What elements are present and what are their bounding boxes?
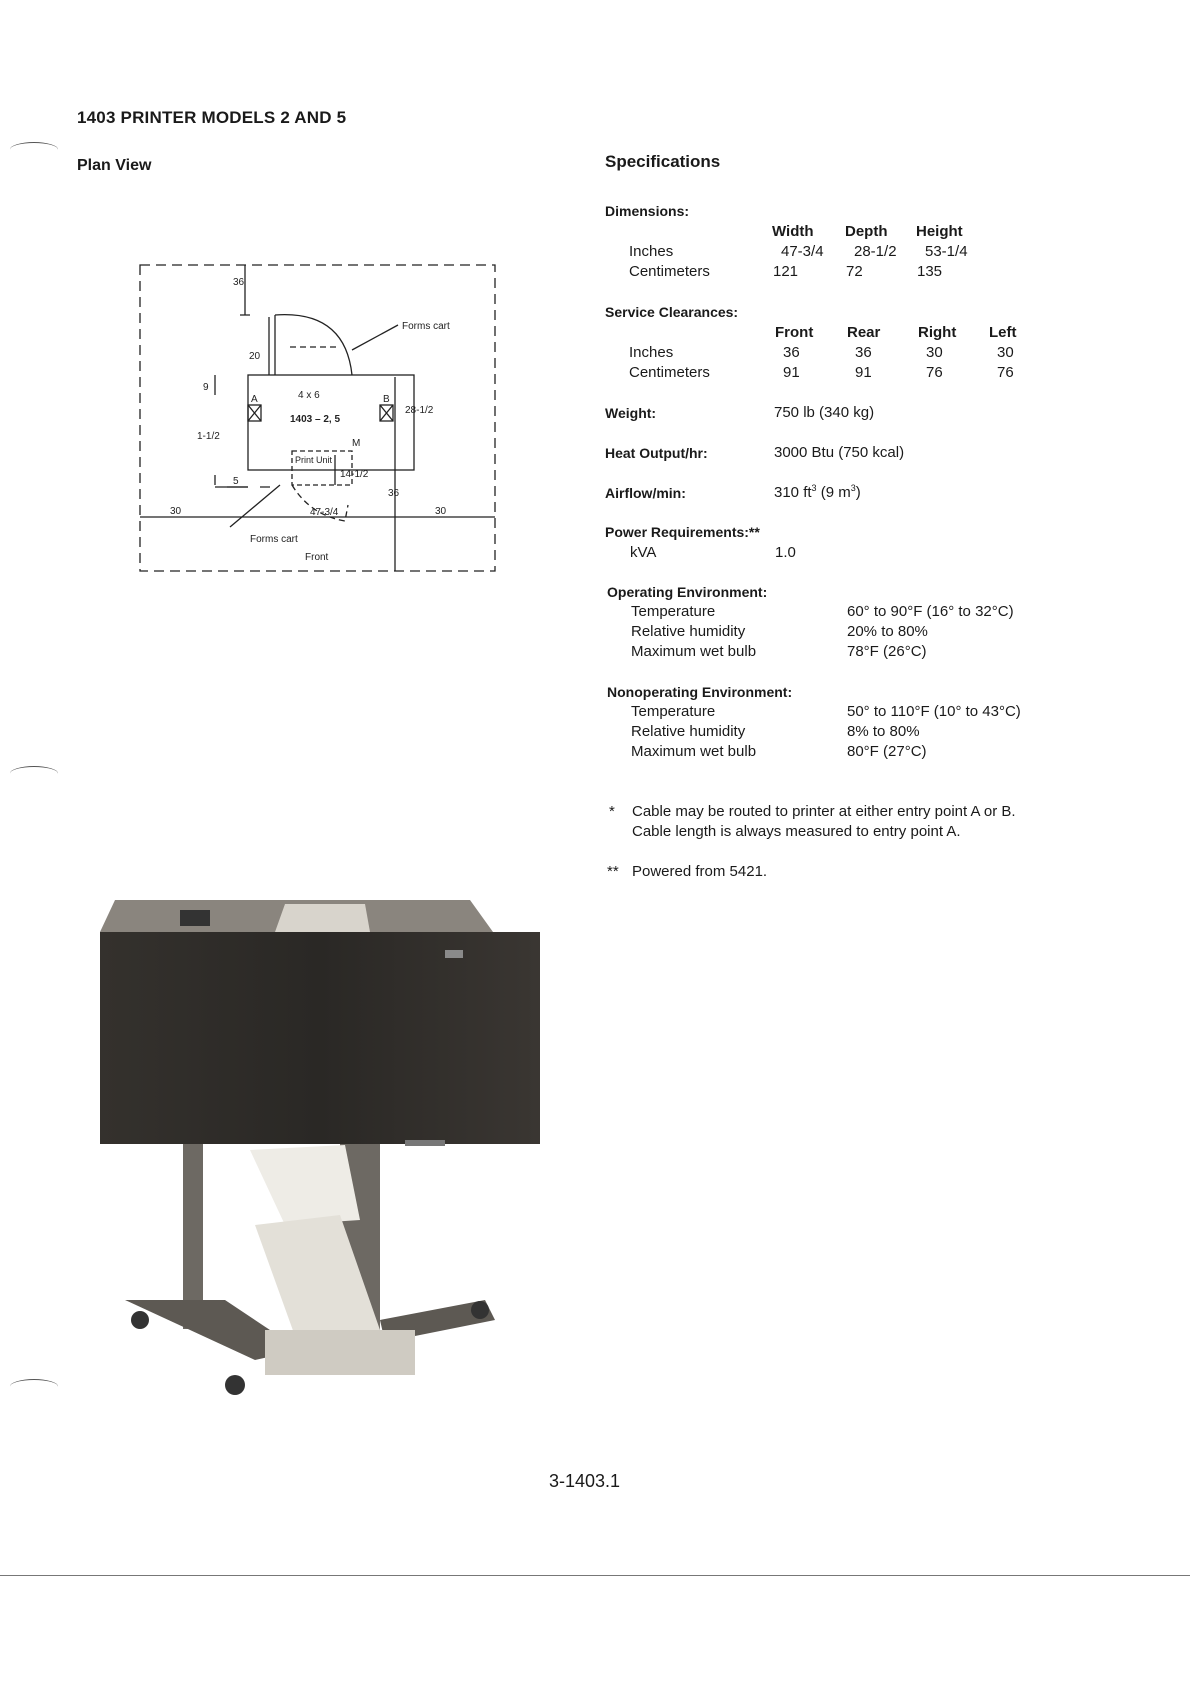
clearances-value: 91 bbox=[855, 364, 872, 381]
clearances-value: 36 bbox=[783, 344, 800, 361]
dim-label-30-right: 30 bbox=[435, 506, 447, 517]
clearances-value: 36 bbox=[855, 344, 872, 361]
dimensions-header-depth: Depth bbox=[845, 223, 888, 240]
heat-label: Heat Output/hr: bbox=[605, 445, 708, 461]
forms-cart-top-label: Forms cart bbox=[402, 321, 450, 332]
dim-label-36-right: 36 bbox=[388, 488, 400, 499]
entry-point-b-label: B bbox=[383, 394, 390, 405]
clearances-value: 76 bbox=[926, 364, 943, 381]
nonoperating-row-value: 8% to 80% bbox=[847, 723, 920, 740]
clearances-row-label: Centimeters bbox=[629, 364, 710, 381]
clearances-value: 91 bbox=[783, 364, 800, 381]
operating-row-value: 60° to 90°F (16° to 32°C) bbox=[847, 603, 1014, 620]
dimensions-value: 121 bbox=[773, 263, 799, 280]
clearances-header-front: Front bbox=[775, 324, 814, 341]
dim-label-9: 9 bbox=[203, 382, 209, 393]
dim-label-1-1-2: 1-1/2 bbox=[197, 431, 220, 442]
dimensions-value: 28-1/2 bbox=[854, 243, 897, 260]
clearances-header-rear: Rear bbox=[847, 324, 881, 341]
nonoperating-row-value: 50° to 110°F (10° to 43°C) bbox=[847, 703, 1021, 720]
dim-label-36-top: 36 bbox=[233, 277, 245, 288]
page-number: 3-1403.1 bbox=[549, 1471, 621, 1491]
kva-value: 1.0 bbox=[775, 544, 796, 561]
dimensions-row-label: Centimeters bbox=[629, 263, 710, 280]
weight-value: 750 lb (340 kg) bbox=[774, 404, 875, 421]
clearances-label: Service Clearances: bbox=[605, 304, 739, 320]
clearances-row-label: Inches bbox=[629, 344, 674, 361]
dim-label-5: 5 bbox=[233, 476, 239, 487]
forms-cart-rear-curve bbox=[275, 315, 352, 375]
weight-label: Weight: bbox=[605, 405, 657, 421]
forms-cart-leader bbox=[230, 485, 280, 527]
plan-view-heading: Plan View bbox=[77, 157, 152, 174]
operating-row-label: Temperature bbox=[631, 603, 716, 620]
document-title: 1403 PRINTER MODELS 2 AND 5 bbox=[77, 108, 347, 127]
entry-point-m-label: M bbox=[352, 438, 361, 449]
plan-view-diagram bbox=[130, 255, 510, 585]
heat-value: 3000 Btu (750 kcal) bbox=[774, 444, 905, 461]
dim-line-1-1-2 bbox=[215, 475, 248, 487]
dim-label-47-3-4: 47-3/4 bbox=[310, 507, 339, 518]
operating-row-label: Maximum wet bulb bbox=[631, 643, 757, 660]
clearances-header-right: Right bbox=[918, 324, 957, 341]
punch-hole-mark bbox=[10, 142, 58, 157]
model-label: 1403 – 2, 5 bbox=[290, 414, 341, 425]
front-label: Front bbox=[305, 552, 329, 563]
airflow-label: Airflow/min: bbox=[605, 485, 686, 501]
dimensions-header-height: Height bbox=[916, 223, 963, 240]
footnote-1-line-2: Cable length is always measured to entry point A. bbox=[632, 823, 961, 840]
nonoperating-row-label: Temperature bbox=[631, 703, 716, 720]
kva-label: kVA bbox=[630, 544, 657, 561]
dim-label-20: 20 bbox=[249, 351, 261, 362]
dim-label-28-1-2: 28-1/2 bbox=[405, 405, 434, 416]
dim-line-36 bbox=[240, 265, 250, 315]
forms-cart-bottom-label: Forms cart bbox=[250, 534, 298, 545]
entry-point-a-label: A bbox=[251, 394, 258, 405]
print-unit-label: Print Unit bbox=[295, 455, 333, 465]
footnote-2-mark: ** bbox=[607, 863, 619, 880]
nonoperating-label: Nonoperating Environment: bbox=[607, 684, 793, 700]
operating-row-value: 20% to 80% bbox=[847, 623, 928, 640]
dimensions-value: 72 bbox=[846, 263, 863, 280]
clearances-header-left: Left bbox=[989, 324, 1017, 341]
bottom-rule bbox=[0, 1575, 1190, 1576]
dim-label-30-left: 30 bbox=[170, 506, 182, 517]
nonoperating-row-label: Maximum wet bulb bbox=[631, 743, 757, 760]
airflow-value: 310 $ft^3$ (9 $m^3$) bbox=[774, 483, 861, 501]
dimensions-header-width: Width bbox=[772, 223, 814, 240]
punch-hole-mark bbox=[10, 1379, 58, 1394]
nonoperating-row-value: 80°F (27°C) bbox=[847, 743, 927, 760]
operating-row-label: Relative humidity bbox=[631, 623, 746, 640]
dimensions-label: Dimensions: bbox=[605, 203, 690, 219]
punch-hole-mark bbox=[10, 766, 58, 781]
dim-label-14-1-2: 14-1/2 bbox=[340, 469, 369, 480]
specifications-heading: Specifications bbox=[605, 152, 721, 171]
power-label: Power Requirements:** bbox=[605, 524, 760, 540]
printer-photo bbox=[85, 880, 545, 1405]
dimensions-value: 53-1/4 bbox=[925, 243, 968, 260]
dimensions-row-label: Inches bbox=[629, 243, 674, 260]
operating-row-value: 78°F (26°C) bbox=[847, 643, 927, 660]
footnote-1-mark: * bbox=[609, 803, 615, 820]
operating-label: Operating Environment: bbox=[607, 584, 768, 600]
footnote-2-text: Powered from 5421. bbox=[632, 863, 768, 880]
clearances-value: 76 bbox=[997, 364, 1014, 381]
size-label: 4 x 6 bbox=[298, 390, 320, 401]
clearances-value: 30 bbox=[997, 344, 1014, 361]
dimensions-value: 135 bbox=[917, 263, 943, 280]
clearances-value: 30 bbox=[926, 344, 943, 361]
footnote-1-line-1: Cable may be routed to printer at either entry point A or B. bbox=[632, 803, 1016, 820]
dimensions-value: 47-3/4 bbox=[781, 243, 824, 260]
nonoperating-row-label: Relative humidity bbox=[631, 723, 746, 740]
